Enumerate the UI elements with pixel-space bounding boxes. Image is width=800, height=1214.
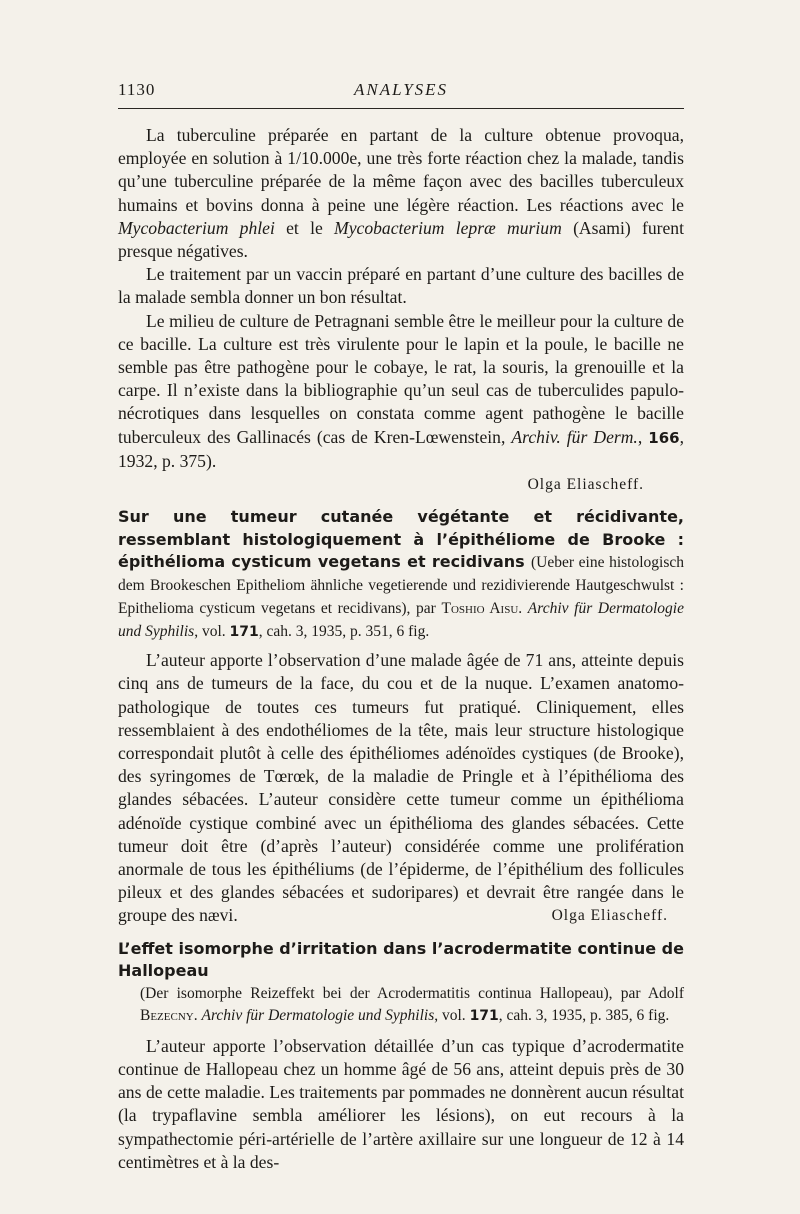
continuation-paragraph-2: Le traitement par un vaccin préparé en partant d’une culture des bacilles de la malade sembla donner un bon résultat. bbox=[118, 264, 684, 308]
header-rule bbox=[118, 108, 684, 109]
article-body: L’auteur apporte l’observation d’une malade âgée de 71 ans, atteinte depuis cinq ans de tumeurs de la face, du cou et de la nuque. L’examen anatomo-pathologique de toutes ces tumeurs fut pratiqué. Cliniquement, elles ressemblaient à des endothéliomes de la tête, mais leur structure histologique correspondait plutôt à celle des épithéliomes adénoïdes cystiques (de Brooke), des syringomes de Tœrœk, de la maladie de Pringle et à l’épithélioma des glandes sébacées. L’auteur considère cette tumeur comme un épithélioma adénoïde cystique combiné avec un épithélioma des glandes sébacées. Cette tumeur doit être (d’après l’auteur) considérée comme une prolifération anormale de tous les épithéliums (de l’épiderme, de l’épithélium des follicules pileux et des glandes sébacées et sudoripares) et devrait être rangée dans le groupe des nævi. Olga Eliascheff. bbox=[118, 649, 684, 927]
article-title: L’effet isomorphe d’irritation dans l’acrodermatite continue de Hallopeau bbox=[118, 938, 684, 981]
signature: Olga Eliascheff. bbox=[551, 907, 668, 925]
article-reference: (Ueber eine histologisch dem Brookeschen Epitheliom ähnliche vegetierende und rezidivierende Hautgeschwulst : Epithelioma cysticum vegetans et recidivans), par Toshio Aisu. Archiv für Dermatologie und Syphilis, vol. 171, cah. 3, 1935, p. 351, 6 fig. bbox=[118, 554, 684, 641]
page-body bbox=[118, 124, 684, 1174]
article-title: Sur une tumeur cutanée végétante et récidivante, ressemblant histologiquement à l’épithéliome de Brooke : épithélioma cysticum vegetans et recidivans (Ueber eine histologisch dem Brookeschen Epitheliom ähnliche vegetierende und rezidivierende Hautgeschwulst : Epithelioma cysticum vegetans et recidivans), par Toshio Aisu. Archiv für Dermatologie und Syphilis, vol. 171, cah. 3, 1935, p. 351, 6 fig. bbox=[118, 507, 684, 641]
continuation-paragraph-1: La tuberculine préparée en partant de la culture obtenue provoqua, employée en solution à 1/10.000e, une très forte réaction chez la malade, tandis qu’une tuberculine préparée de la même façon avec des bacilles tuberculeux humains et bovins donna à peine une légère réaction. Les réactions avec le Mycobacterium phlei et le Mycobacterium lepræ murium (Asami) furent presque négatives. bbox=[118, 125, 684, 262]
running-title: ANALYSES bbox=[353, 80, 449, 99]
page-number: 1130 bbox=[118, 80, 156, 99]
signature: Olga Eliascheff. bbox=[527, 476, 644, 494]
article-body: L’auteur apporte l’observation détaillée d’un cas typique d’acrodermatite continue de Hallopeau chez un homme âgé de 56 ans, atteint depuis près de 30 ans de cette maladie. Les traitements par pommades ne donnèrent aucun résultat (la trypaflavine sembla améliorer les lésions), on eut recours à la sympathectomie péri-artérielle de l’artère axillaire sur une longueur de 12 à 14 centimètres et à la des- bbox=[118, 1035, 684, 1172]
page-header bbox=[118, 76, 684, 102]
continuation-paragraph-3: Le milieu de culture de Petragnani semble être le meilleur pour la culture de ce bacille. La culture est très virulente pour le lapin et la poule, le bacille ne semble pas être pathogène pour le cobaye, le rat, la souris, la grenouille et la carpe. Il n’existe dans la bibliographie qu’un seul cas de tuberculides papulo-nécrotiques dans lesquelles on constata comme agent pathogène le bacille tuberculeux des Gallinacés (cas de Kren-Lœwenstein, Archiv. für Derm., 166, 1932, p. 375). bbox=[118, 310, 685, 471]
article-reference: (Der isomorphe Reizeffekt bei der Acrodermatitis continua Hallopeau), par Adolf Bezecny. Archiv für Dermatologie und Syphilis, vol. 171, cah. 3, 1935, p. 385, 6 fig. bbox=[140, 984, 684, 1024]
